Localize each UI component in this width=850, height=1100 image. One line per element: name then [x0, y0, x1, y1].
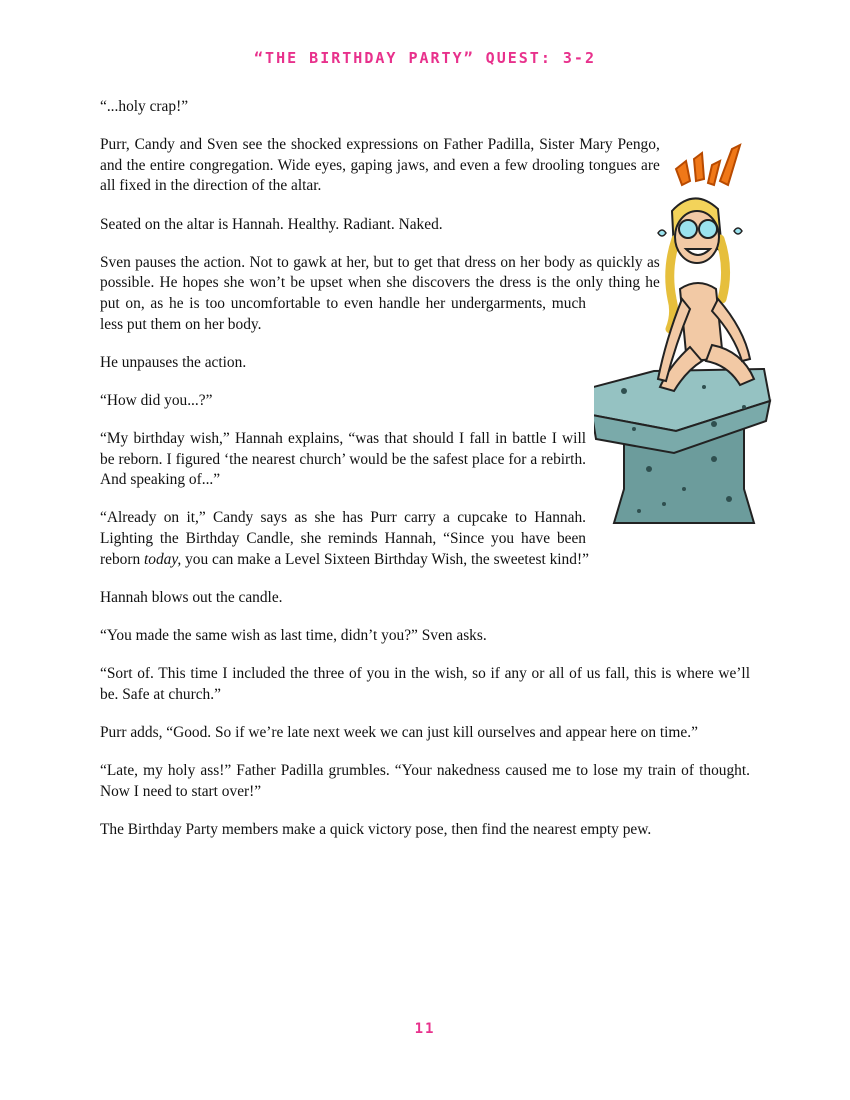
body-text [100, 97, 750, 858]
paragraph: “How did you...?” [100, 391, 213, 409]
hannah-on-altar-illustration [594, 139, 772, 525]
paragraph: “Sort of. This time I included the three of you in the wish, so if any or all of us fall, this is where we’ll be. Safe at church.” [100, 665, 750, 703]
page-header: “THE BIRTHDAY PARTY” QUEST: 3-2 [254, 49, 596, 67]
paragraph: “Already on it,” Candy says as she has Purr carry a cupcake to Hannah. Lighting the Birthday Candle, she reminds Hannah, “Since you have been reborn today, you can make a Level Sixteen Birthday Wish, the sweetest kind!” [100, 509, 589, 568]
paragraph: “You made the same wish as last time, didn’t you?” Sven asks. [100, 627, 487, 645]
paragraph: He unpauses the action. [100, 353, 247, 371]
paragraph: Sven pauses the action. Not to gawk at her, but to get that dress on her body as quickly as possible. He hopes she won’t be upset when she discovers the dress is the only thing he put on, as he is too uncomfortable to even handle her undergarments, much less put them on her body. [100, 253, 660, 333]
paragraph: Hannah blows out the candle. [100, 588, 283, 606]
paragraph: “Late, my holy ass!” Father Padilla grumbles. “Your nakedness caused me to lose my train of thought. Now I need to start over!” [100, 762, 750, 800]
paragraph: “My birthday wish,” Hannah explains, “was that should I fall in battle I will be reborn. I figured ‘the nearest church’ would be the safest place for a rebirth. And speaking of...” [100, 430, 586, 489]
paragraph: Purr adds, “Good. So if we’re late next week we can just kill ourselves and appear here on time.” [100, 724, 698, 741]
paragraph: Seated on the altar is Hannah. Healthy. Radiant. Naked. [100, 215, 443, 233]
surprise-marks-icon [676, 145, 740, 185]
paragraph: Purr, Candy and Sven see the shocked expressions on Father Padilla, Sister Mary Pengo, and the entire congregation. Wide eyes, gaping jaws, and even a few drooling tongues are all fixed in the direction of the altar. [100, 136, 660, 195]
paragraph: The Birthday Party members make a quick victory pose, then find the nearest empty pew. [100, 820, 652, 838]
page-number: 11 [414, 1021, 436, 1037]
paragraph: “...holy crap!” [100, 98, 189, 115]
